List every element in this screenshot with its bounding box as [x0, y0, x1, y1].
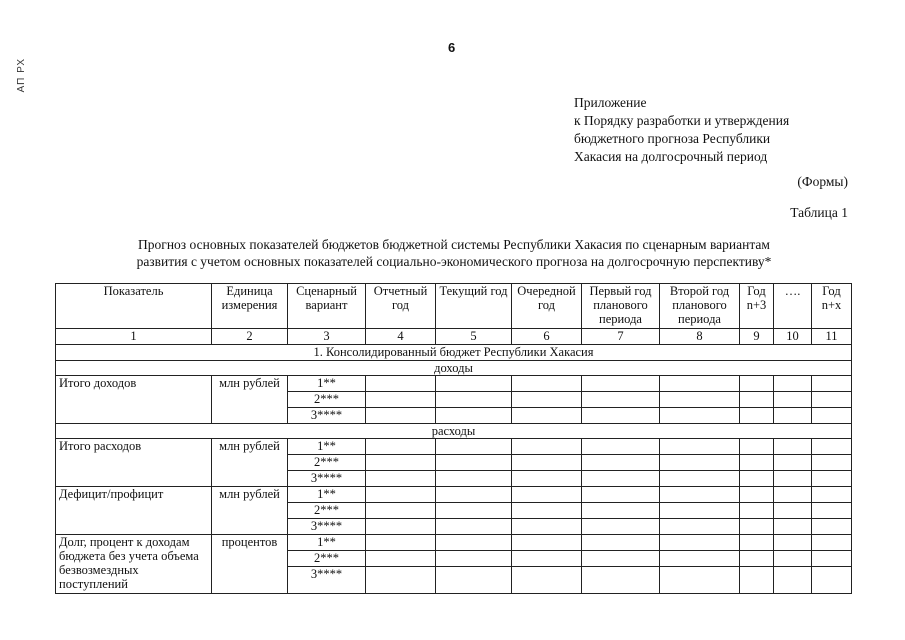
col-number: 3 [288, 329, 366, 345]
col-number: 11 [812, 329, 852, 345]
section-title: 1. Консолидированный бюджет Республики Хакасия [56, 345, 852, 361]
appendix-block [574, 94, 789, 166]
side-mark: АП РХ [16, 58, 27, 93]
forecast-table [55, 283, 852, 594]
col-number: 8 [660, 329, 740, 345]
row-unit: млн рублей [212, 487, 288, 535]
scenario-variant: 1** [288, 487, 366, 503]
scenario-variant: 2*** [288, 503, 366, 519]
col-number: 10 [774, 329, 812, 345]
row-unit: процентов [212, 535, 288, 594]
subsection-income: доходы [56, 361, 852, 376]
col-number: 1 [56, 329, 212, 345]
scenario-variant: 1** [288, 439, 366, 455]
scenario-variant: 1** [288, 535, 366, 551]
forms-label: (Формы) [797, 174, 848, 189]
table-row [56, 487, 852, 503]
col-header: Показатель [56, 284, 212, 329]
scenario-variant: 2*** [288, 392, 366, 408]
title-line: Прогноз основных показателей бюджетов бюджетной системы Республики Хакасия по сценарным вариантам [138, 237, 770, 252]
table-row [56, 439, 852, 455]
page-number: 6 [448, 40, 456, 55]
scenario-variant: 3**** [288, 519, 366, 535]
header-row [56, 284, 852, 329]
appendix-line: к Порядку разработки и утверждения [574, 113, 790, 128]
scenario-variant: 3**** [288, 567, 366, 594]
col-number: 6 [512, 329, 582, 345]
col-header: Очередной год [512, 284, 582, 329]
appendix-line: Приложение [574, 95, 647, 110]
column-number-row [56, 329, 852, 345]
col-header: Единица измерения [212, 284, 288, 329]
col-header: Сценарный вариант [288, 284, 366, 329]
table-row [56, 535, 852, 551]
scenario-variant: 2*** [288, 455, 366, 471]
row-label: Долг, процент к доходам бюджета без учета объема безвозмездных поступлений [56, 535, 212, 594]
col-number: 9 [740, 329, 774, 345]
row-label: Итого расходов [56, 439, 212, 487]
appendix-line: бюджетного прогноза Республики [574, 131, 771, 146]
subsection-row [56, 361, 852, 376]
subsection-expenses: расходы [56, 424, 852, 439]
col-header: Отчетный год [366, 284, 436, 329]
appendix-line: Хакасия на долгосрочный период [574, 149, 768, 164]
col-number: 7 [582, 329, 660, 345]
scenario-variant: 1** [288, 376, 366, 392]
row-unit: млн рублей [212, 439, 288, 487]
scenario-variant: 2*** [288, 551, 366, 567]
title-line: развития с учетом основных показателей социально-экономического прогноза на долгосрочную перспективу* [136, 254, 772, 269]
col-header: Год n+3 [740, 284, 774, 329]
col-number: 2 [212, 329, 288, 345]
col-header: Второй год планового периода [660, 284, 740, 329]
col-header: Год n+x [812, 284, 852, 329]
col-header: Первый год планового периода [582, 284, 660, 329]
col-number: 4 [366, 329, 436, 345]
row-label: Итого доходов [56, 376, 212, 424]
row-label: Дефицит/профицит [56, 487, 212, 535]
col-header: Текущий год [436, 284, 512, 329]
col-header: …. [774, 284, 812, 329]
table-row [56, 376, 852, 392]
table-label: Таблица 1 [790, 205, 848, 220]
document-title [90, 236, 818, 270]
subsection-row [56, 424, 852, 439]
col-number: 5 [436, 329, 512, 345]
section-row [56, 345, 852, 361]
scenario-variant: 3**** [288, 471, 366, 487]
scenario-variant: 3**** [288, 408, 366, 424]
row-unit: млн рублей [212, 376, 288, 424]
